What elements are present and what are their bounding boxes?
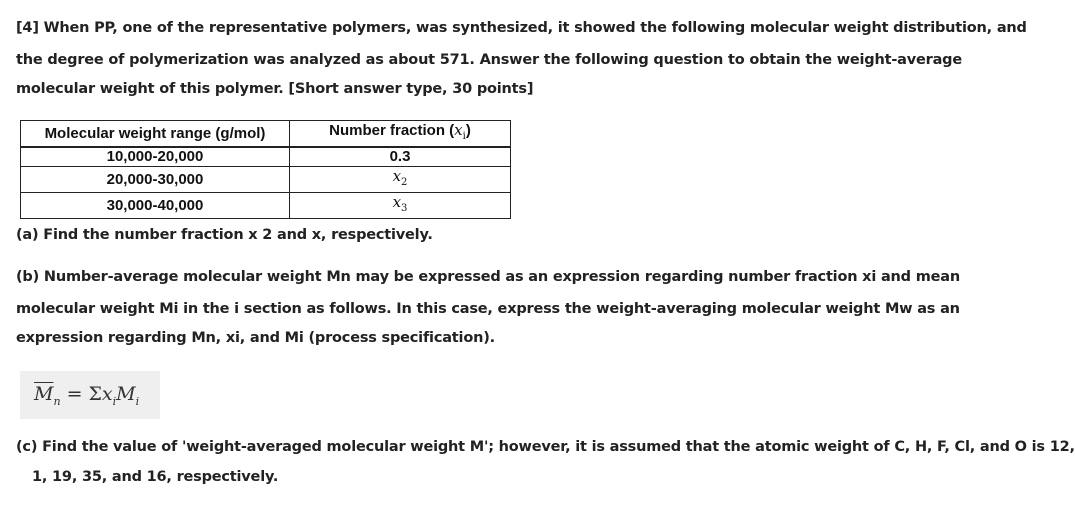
question-line: the degree of polymerization was analyzed as about 571. Answer the following question to obtain the weight-average [16,52,962,68]
question-line: molecular weight of this polymer. [Short answer type, 30 points] [16,81,534,97]
range-cell: 20,000-30,000 [21,167,290,193]
fraction-cell: 0.3 [290,147,511,167]
part-b-line: expression regarding Mn, xi, and Mi (process specification). [16,330,495,346]
formula-m: M [116,382,136,405]
formula-x-sub: i [112,394,117,408]
table-row [21,193,511,219]
fraction-cell: $x_2$ [290,167,511,193]
part-c-line: 1, 19, 35, and 16, respectively. [32,469,279,485]
header-fraction: Number fraction $(x_i)$ [290,121,511,148]
range-cell: 10,000-20,000 [21,147,290,167]
part-c-line: (c) Find the value of 'weight-averaged molecular weight M'; however, it is assumed that the atomic weight of C, H, F, Cl, and O is 12, [16,439,1075,455]
fraction-cell: $x_3$ [290,193,511,219]
part-b-line: molecular weight Mi in the i section as follows. In this case, express the weight-averaging molecular weight Mw as an [16,301,960,317]
table-row [21,167,511,193]
question-line: [4] When PP, one of the representative polymers, was synthesized, it showed the following molecular weight distribution, and [16,20,1027,36]
formula-equals: = [66,382,83,405]
part-b-line: (b) Number-average molecular weight Mn may be expressed as an expression regarding number fraction xi and mean [16,269,960,285]
formula-lhs: $\overline{M}$ [34,382,54,405]
part-a-text: (a) Find the number fraction x 2 and x, respectively. [16,227,433,243]
table-row [21,147,511,167]
range-cell: 30,000-40,000 [21,193,290,219]
formula-m-sub: i [135,394,140,408]
formula-sigma: Σ [88,382,102,405]
table-header-row [21,121,511,148]
formula-lhs-sub: n [53,394,61,408]
number-average-formula [20,371,160,419]
header-range: Molecular weight range (g/mol) [21,121,290,148]
molecular-weight-table [20,120,511,219]
formula-x: x [101,382,113,405]
